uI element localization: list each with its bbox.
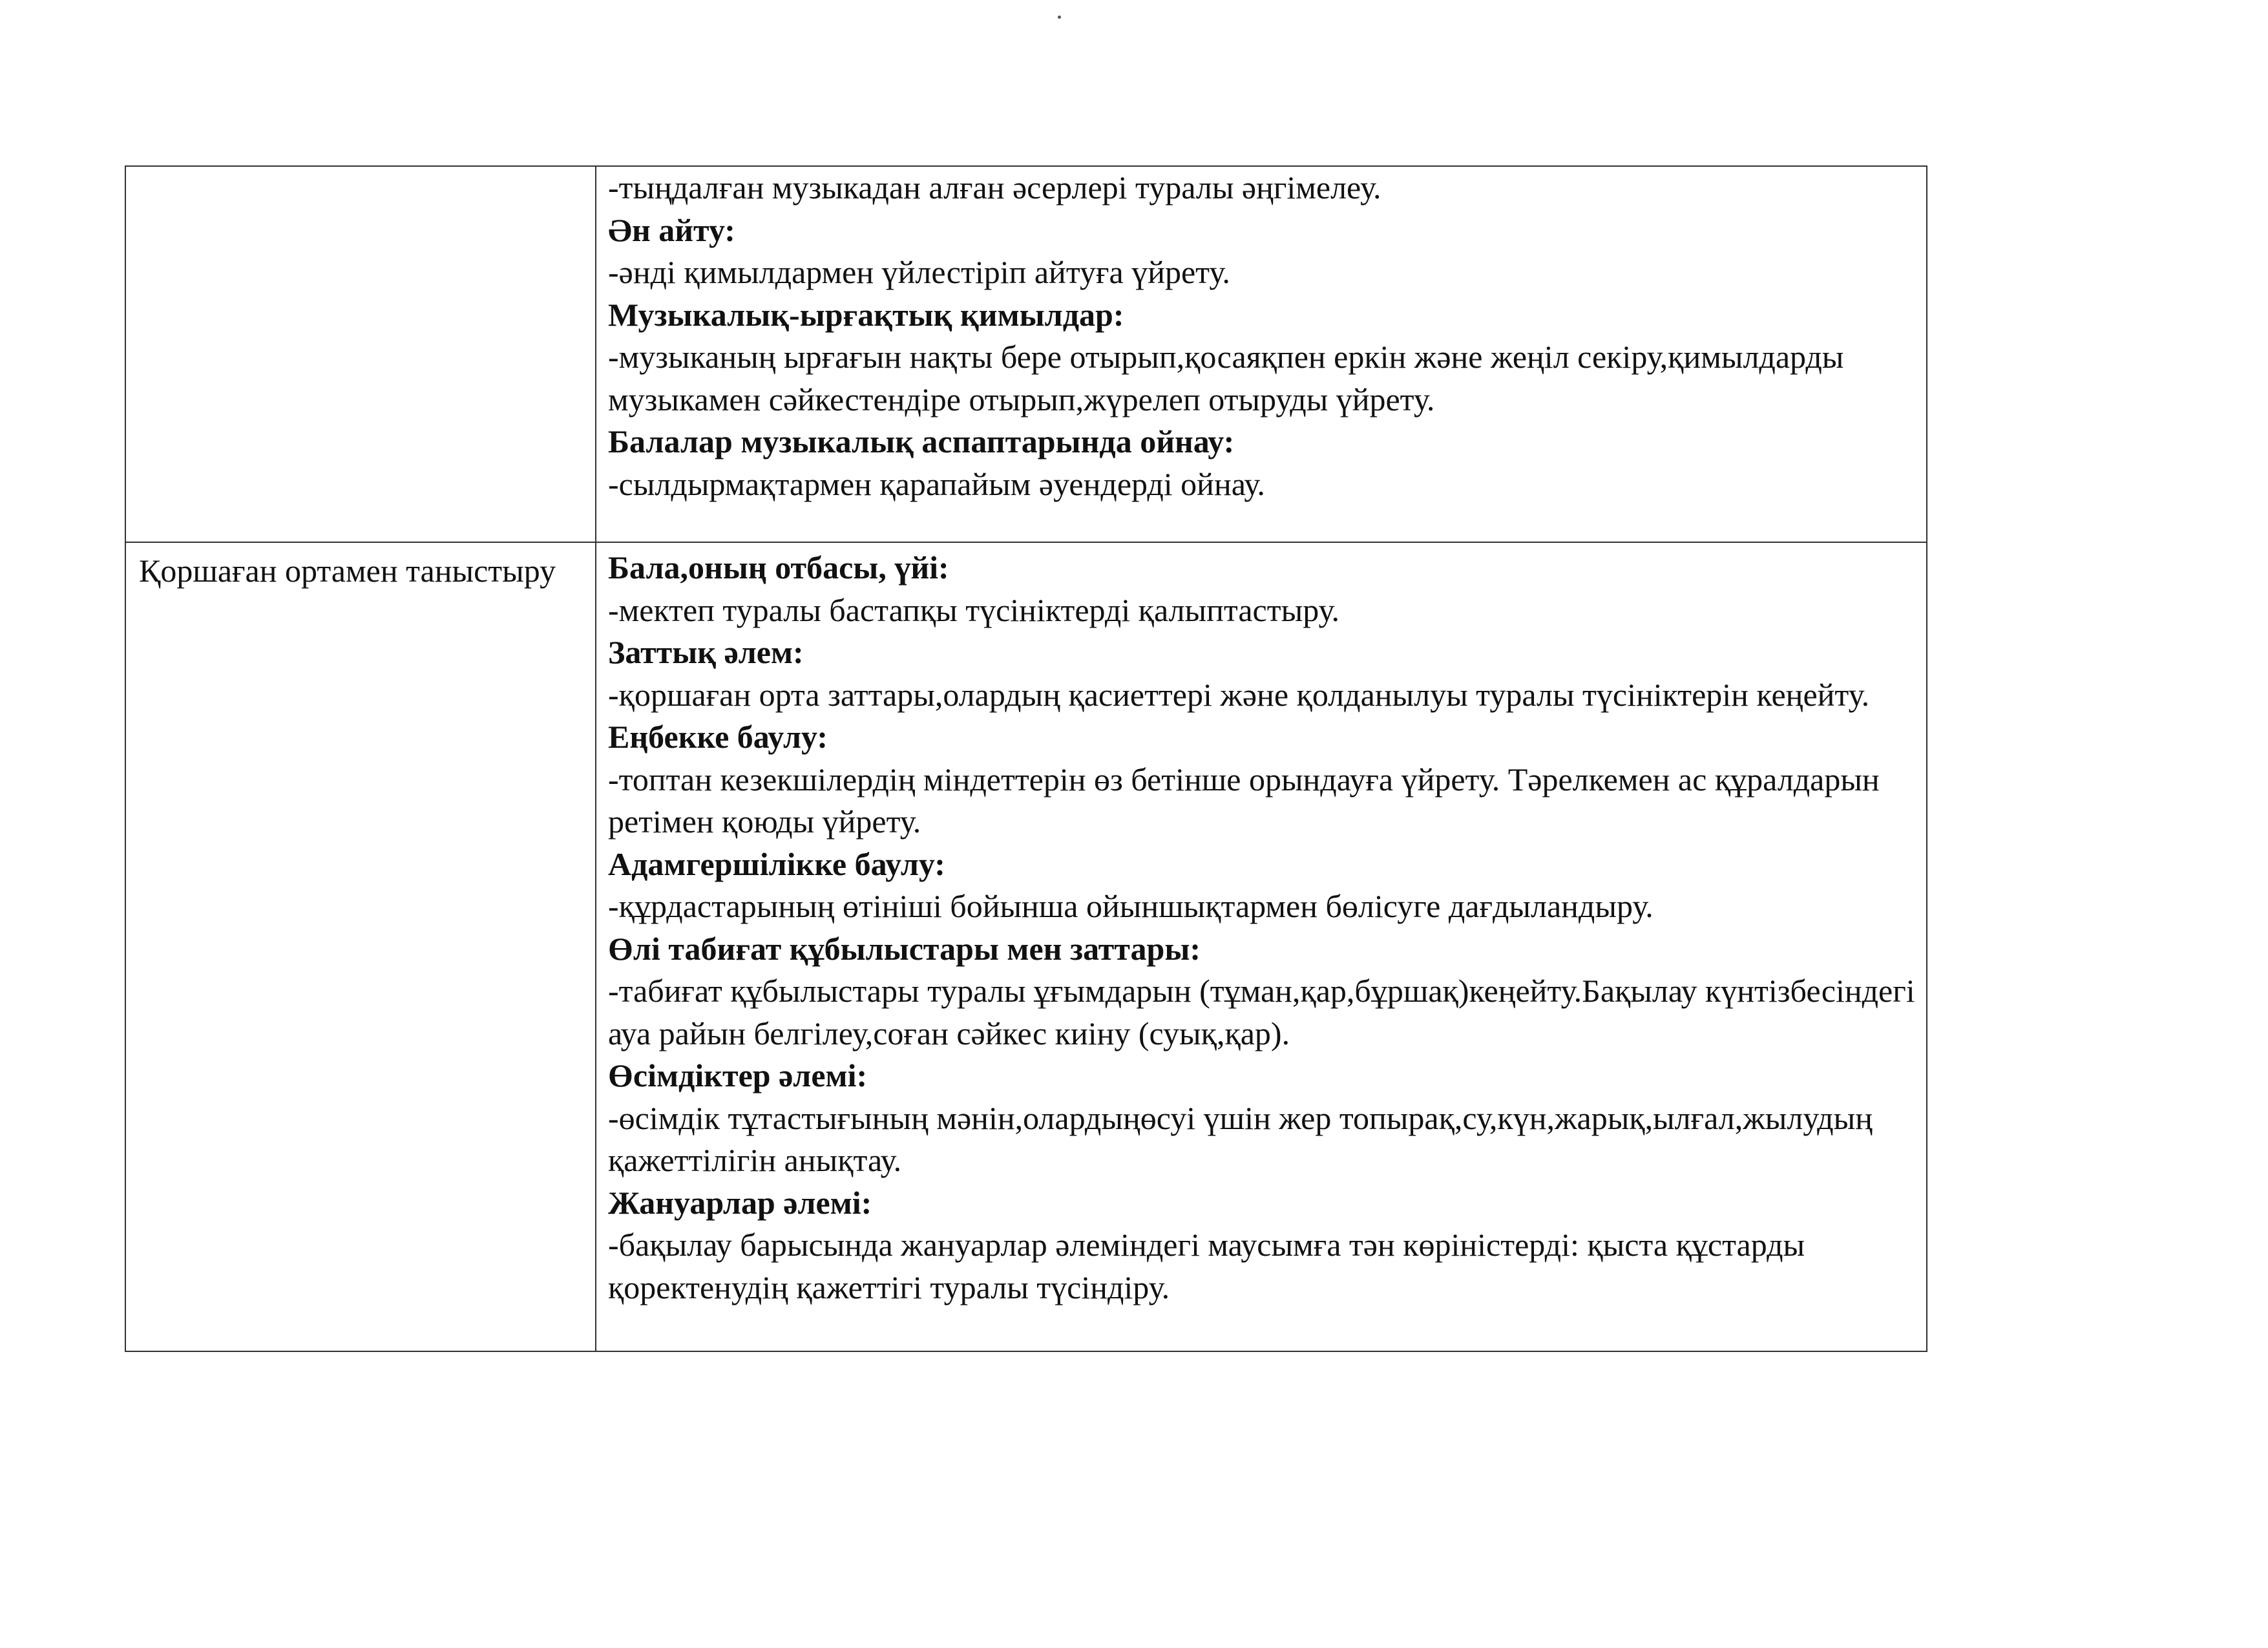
- content-text: -тыңдалған музыкадан алған әсерлері туралы әңгімелеу.: [608, 169, 1381, 206]
- section-title: Қоршаған ортамен таныстыру: [139, 553, 556, 589]
- section-title: [126, 167, 595, 173]
- curriculum-table: [125, 165, 1927, 1352]
- section-cell: [125, 542, 596, 1351]
- content-text: -музыканың ырғағын нақты бере отырып,қосаяқпен еркін және жеңіл секіру,қимылдарды музыкамен сәйкестендіре отырып,жүрелеп отыруды үйрету.: [608, 339, 1844, 417]
- content-cell: [596, 542, 1927, 1351]
- content-text: -топтан кезекшілердің міндеттерін өз бетінше орындауға үйрету. Тәрелкемен ас құралдарын ретімен қоюды үйрету.: [608, 761, 1880, 840]
- content-text: -өсімдік тұтастығының мәнін,олардыңөсуі үшін жер топырақ,су,күн,жарық,ылғал,жылудың қажеттілігін анықтау.: [608, 1099, 1873, 1178]
- content-heading: Еңбекке баулу:: [608, 719, 828, 755]
- content-heading: Жануарлар әлемі:: [608, 1184, 872, 1221]
- content-heading: Бала,оның отбасы, үйі:: [608, 549, 949, 586]
- content-heading: Балалар музыкалық аспаптарында ойнау:: [608, 423, 1235, 460]
- content-text: -бақылау барысында жануарлар әлеміндегі маусымға тән көріністерді: қыста құстарды қоректенудің қажеттігі туралы түсіндіру.: [608, 1227, 1805, 1305]
- content-text: -құрдастарының өтініші бойынша ойыншықтармен бөлісуге дағдыландыру.: [608, 888, 1654, 924]
- content-text: -қоршаған орта заттары,олардың қасиеттері және қолданылуы туралы түсініктерін кеңейту.: [608, 676, 1870, 713]
- content-text: -сылдырмақтармен қарапайым әуендерді ойнау.: [608, 465, 1265, 502]
- content-heading: Ән айту:: [608, 211, 735, 248]
- content-text: -әнді қимылдармен үйлестіріп айтуға үйрету.: [608, 254, 1230, 290]
- section-cell: [125, 166, 596, 542]
- content-text: -табиғат құбылыстары туралы ұғымдарын (тұман,қар,бұршақ)кеңейту.Бақылау күнтізбесіндегі ауа райын белгілеу,соған сәйкес киіну (суық,қар).: [608, 973, 1915, 1051]
- content-heading: Өлі табиғат құбылыстары мен заттары:: [608, 930, 1201, 967]
- scan-speck: [1058, 16, 1061, 19]
- table-row: [125, 542, 1927, 1351]
- content-text: -мектеп туралы бастапқы түсініктерді қалыптастыру.: [608, 591, 1340, 628]
- content-heading: Өсімдіктер әлемі:: [608, 1057, 868, 1093]
- content-heading: Музыкалық-ырғақтық қимылдар:: [608, 296, 1124, 333]
- table-row: [125, 166, 1927, 542]
- content-heading: Заттық әлем:: [608, 634, 804, 670]
- content-cell: [596, 166, 1927, 542]
- content-heading: Адамгершілікке баулу:: [608, 845, 945, 882]
